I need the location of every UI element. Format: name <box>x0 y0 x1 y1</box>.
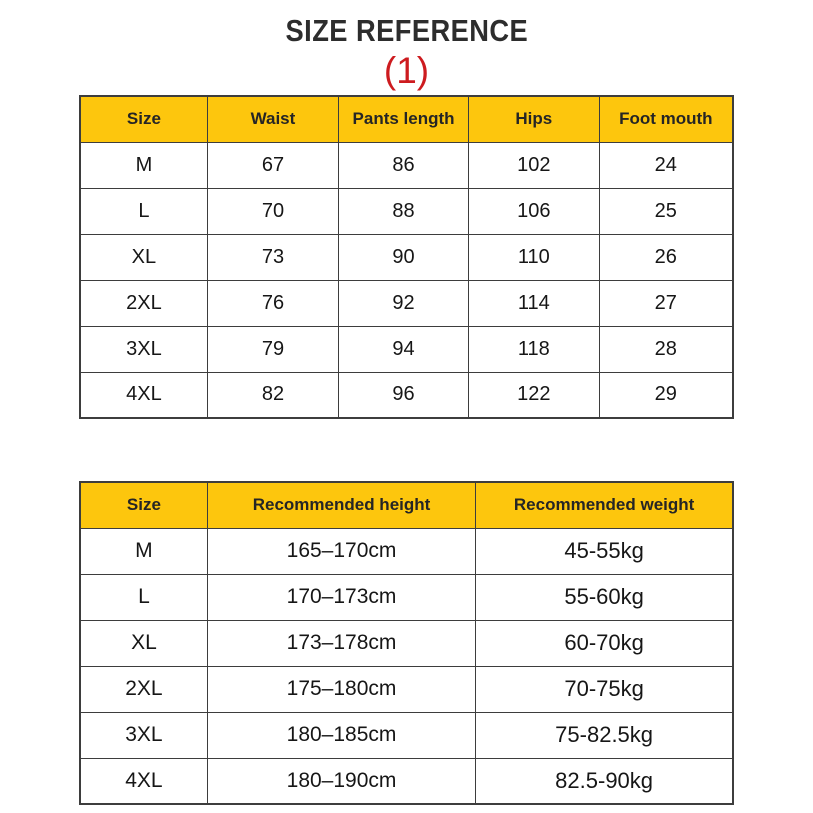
value-cell: 110 <box>469 234 600 280</box>
table-row <box>80 234 733 280</box>
column-header: Foot mouth <box>599 96 733 142</box>
table-row <box>80 280 733 326</box>
value-cell: 94 <box>339 326 469 372</box>
table-row <box>80 188 733 234</box>
value-cell: 175–180cm <box>207 666 475 712</box>
value-cell: 70-75kg <box>476 666 733 712</box>
value-cell: 55-60kg <box>476 574 733 620</box>
value-cell: 67 <box>207 142 338 188</box>
value-cell: 79 <box>207 326 338 372</box>
value-cell: 28 <box>599 326 733 372</box>
value-cell: 86 <box>339 142 469 188</box>
value-cell: 118 <box>469 326 600 372</box>
value-cell: 92 <box>339 280 469 326</box>
size-cell: XL <box>80 620 207 666</box>
column-header: Size <box>80 482 207 528</box>
size-cell: L <box>80 188 207 234</box>
page-header <box>0 0 813 48</box>
value-cell: 114 <box>469 280 600 326</box>
table-row <box>80 758 733 804</box>
value-cell: 96 <box>339 372 469 418</box>
size-cell: 3XL <box>80 712 207 758</box>
size-cell: L <box>80 574 207 620</box>
value-cell: 82.5-90kg <box>476 758 733 804</box>
size-cell: M <box>80 142 207 188</box>
size-cell: M <box>80 528 207 574</box>
column-header: Waist <box>207 96 338 142</box>
value-cell: 170–173cm <box>207 574 475 620</box>
size-cell: 3XL <box>80 326 207 372</box>
value-cell: 45-55kg <box>476 528 733 574</box>
table-row <box>80 620 733 666</box>
column-header: Recommended height <box>207 482 475 528</box>
table-row <box>80 574 733 620</box>
table-row <box>80 142 733 188</box>
garment-measurements-table <box>79 95 734 419</box>
value-cell: 70 <box>207 188 338 234</box>
value-cell: 27 <box>599 280 733 326</box>
value-cell: 60-70kg <box>476 620 733 666</box>
size-cell: XL <box>80 234 207 280</box>
value-cell: 29 <box>599 372 733 418</box>
value-cell: 73 <box>207 234 338 280</box>
value-cell: 25 <box>599 188 733 234</box>
value-cell: 76 <box>207 280 338 326</box>
value-cell: 165–170cm <box>207 528 475 574</box>
table-row <box>80 712 733 758</box>
size-cell: 2XL <box>80 280 207 326</box>
value-cell: 180–190cm <box>207 758 475 804</box>
value-cell: 88 <box>339 188 469 234</box>
value-cell: 180–185cm <box>207 712 475 758</box>
value-cell: 75-82.5kg <box>476 712 733 758</box>
header-row <box>80 482 733 528</box>
size-recommendations-table <box>79 481 734 805</box>
column-header: Pants length <box>339 96 469 142</box>
size-cell: 4XL <box>80 758 207 804</box>
column-header: Size <box>80 96 207 142</box>
column-header: Hips <box>469 96 600 142</box>
value-cell: 90 <box>339 234 469 280</box>
figure-number: (1) <box>383 50 430 91</box>
size-cell: 2XL <box>80 666 207 712</box>
page-title: SIZE REFERENCE <box>285 13 528 48</box>
value-cell: 24 <box>599 142 733 188</box>
value-cell: 82 <box>207 372 338 418</box>
table-row <box>80 326 733 372</box>
value-cell: 173–178cm <box>207 620 475 666</box>
value-cell: 122 <box>469 372 600 418</box>
value-cell: 26 <box>599 234 733 280</box>
table-row <box>80 372 733 418</box>
value-cell: 102 <box>469 142 600 188</box>
table-row <box>80 666 733 712</box>
header-row <box>80 96 733 142</box>
column-header: Recommended weight <box>476 482 733 528</box>
table-row <box>80 528 733 574</box>
value-cell: 106 <box>469 188 600 234</box>
size-cell: 4XL <box>80 372 207 418</box>
